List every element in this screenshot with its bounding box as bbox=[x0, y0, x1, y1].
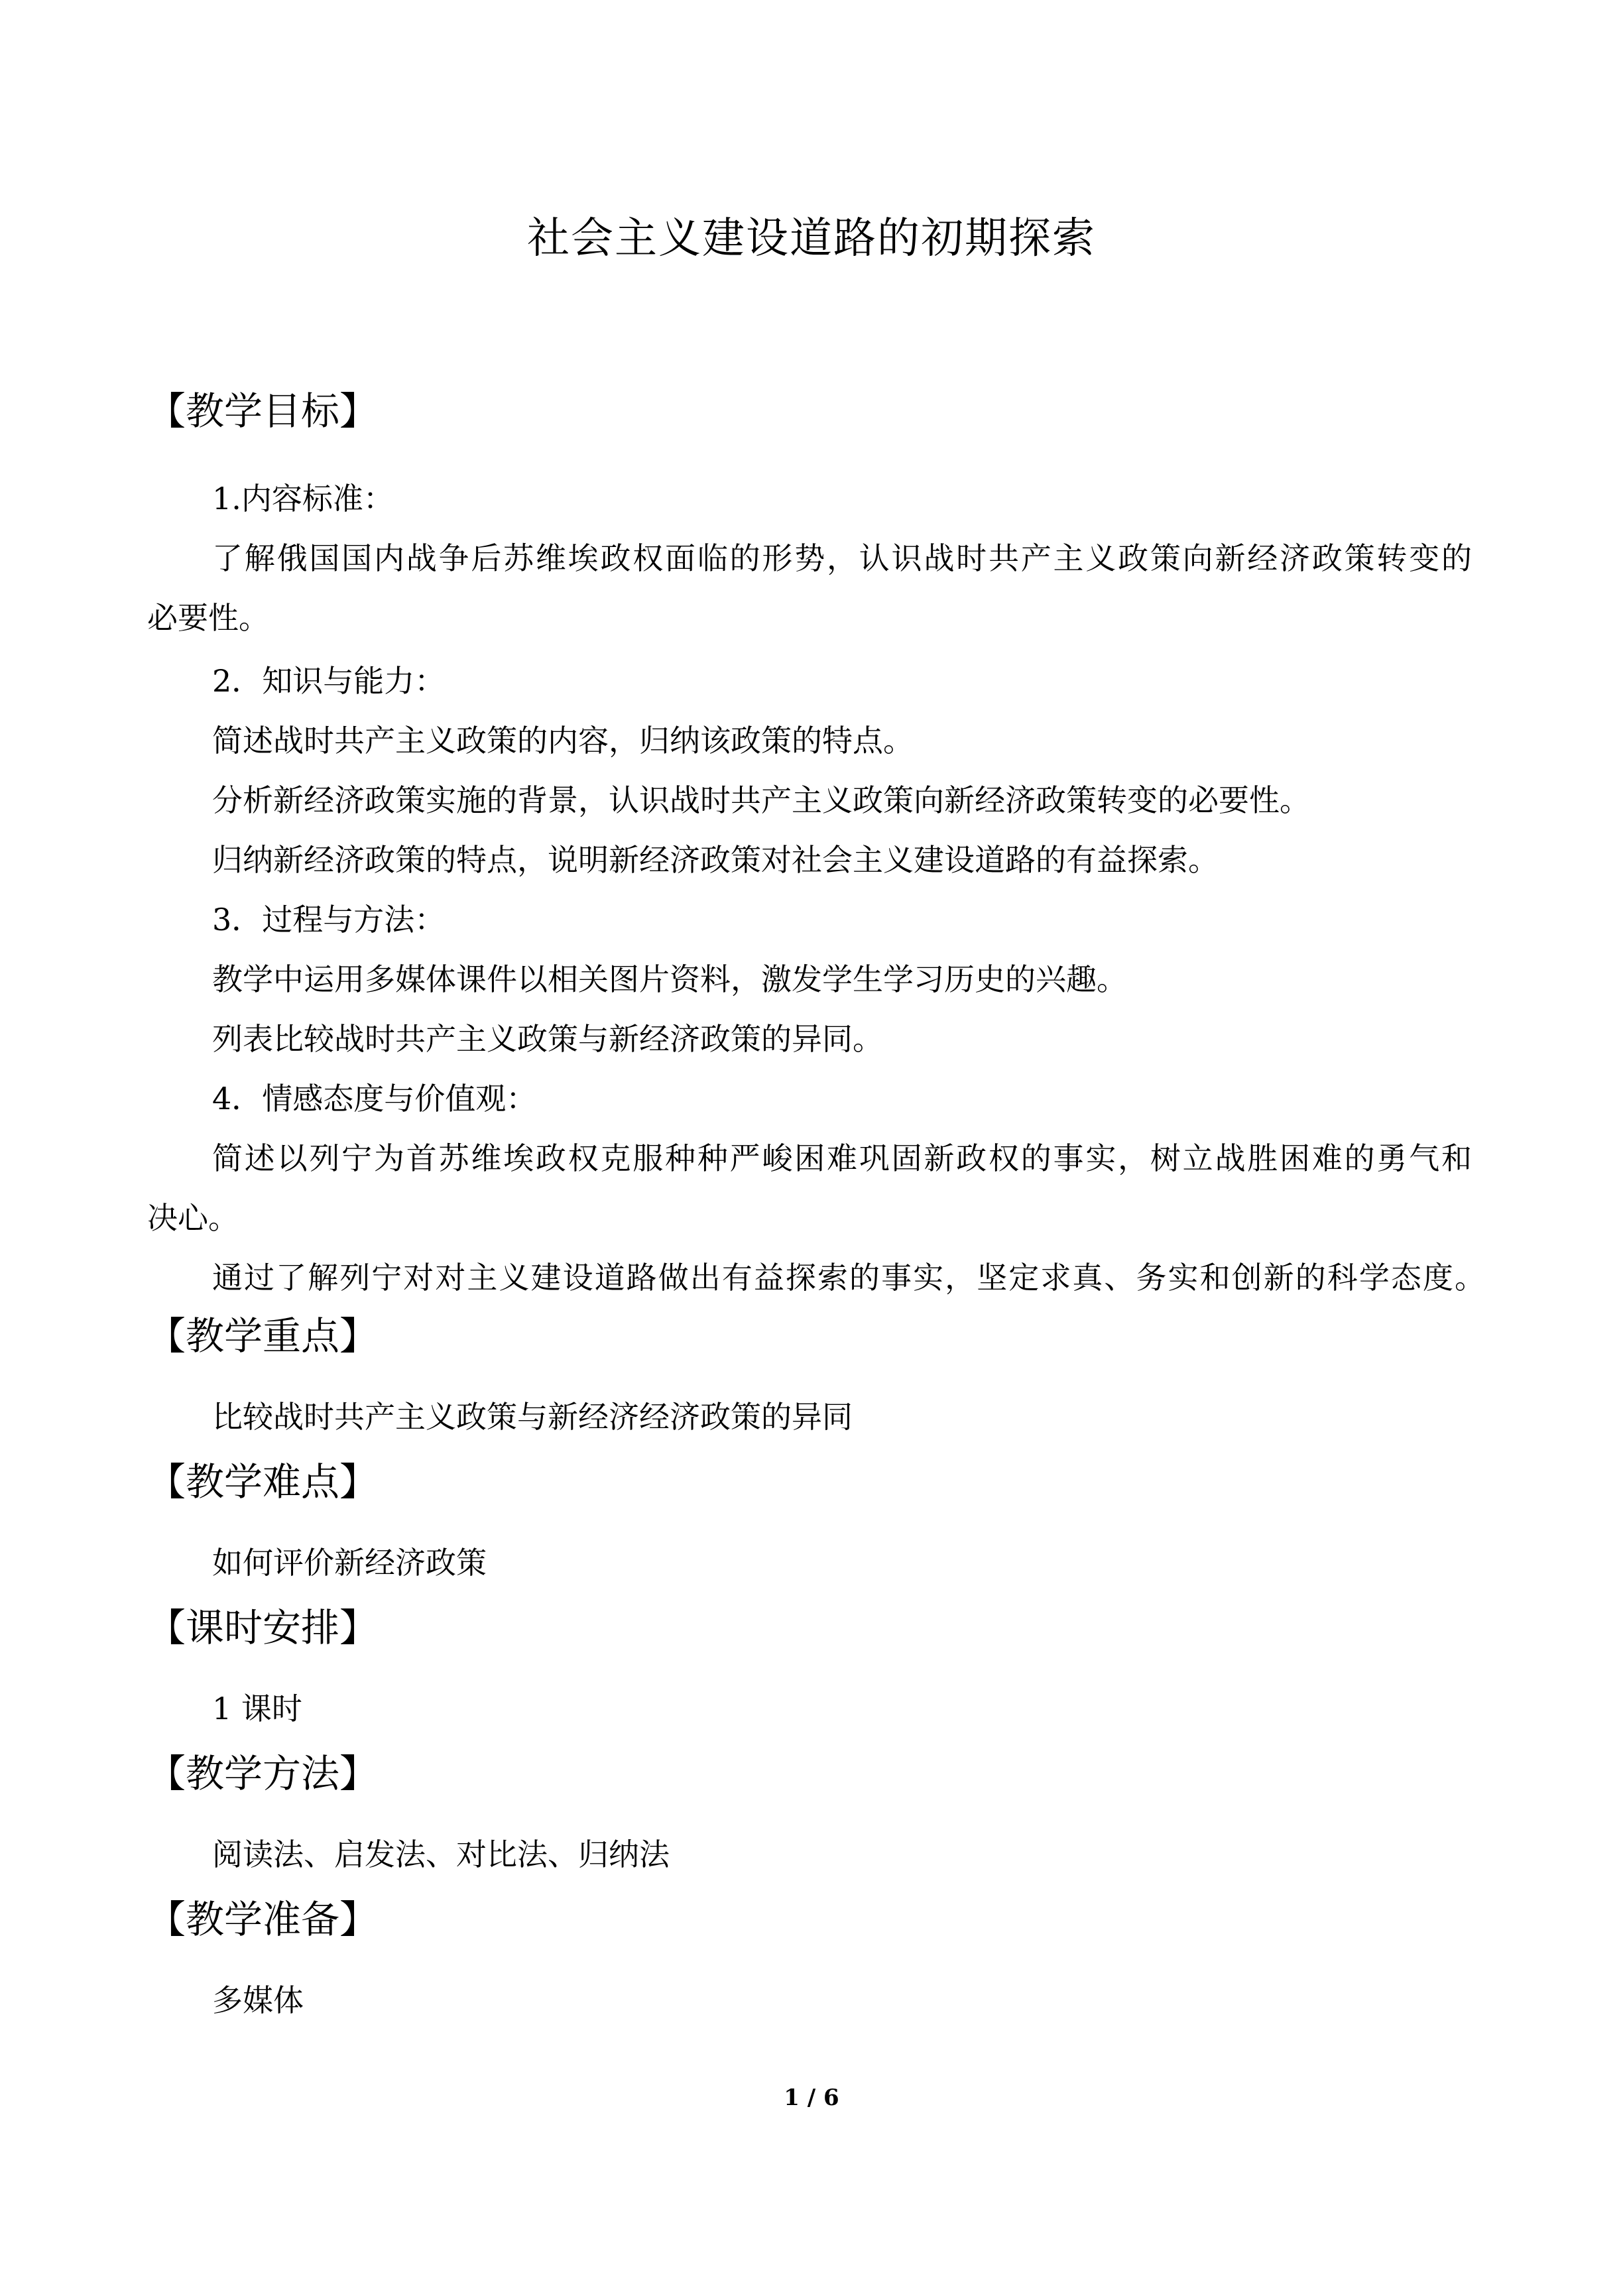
document-title: 社会主义建设道路的初期探索 bbox=[527, 214, 1096, 263]
preparation-text: 多媒体 bbox=[212, 1982, 304, 2018]
key-points-text: 比较战时共产主义政策与新经济经济政策的异同 bbox=[212, 1399, 853, 1435]
process-item: 列表比较战时共产主义政策与新经济政策的异同。 bbox=[212, 1021, 883, 1057]
schedule-text: 1 课时 bbox=[212, 1691, 302, 1726]
knowledge-item: 归纳新经济政策的特点，说明新经济政策对社会主义建设道路的有益探索。 bbox=[212, 842, 1219, 878]
section-heading-key-points: 【教学重点】 bbox=[147, 1313, 379, 1359]
content-standard-text: 了解俄国国内战争后苏维埃政权面临的形势，认识战时共产主义政策向新经济政策转变的 bbox=[212, 540, 1472, 576]
page-number: 1 / 6 bbox=[784, 2085, 839, 2111]
knowledge-item: 分析新经济政策实施的背景，认识战时共产主义政策向新经济政策转变的必要性。 bbox=[212, 782, 1310, 818]
section-heading-methods: 【教学方法】 bbox=[147, 1751, 379, 1796]
section-heading-difficulties: 【教学难点】 bbox=[147, 1459, 379, 1504]
section-heading-preparation: 【教学准备】 bbox=[147, 1897, 379, 1942]
section-heading-schedule: 【课时安排】 bbox=[147, 1605, 379, 1650]
content-standard-label: 1.内容标准： bbox=[212, 481, 394, 516]
emotion-item: 通过了解列宁对对主义建设道路做出有益探索的事实，坚定求真、务实和创新的科学态度。 bbox=[212, 1260, 1485, 1296]
emotion-label: 4．情感态度与价值观： bbox=[212, 1081, 537, 1117]
knowledge-label: 2．知识与能力： bbox=[212, 663, 446, 699]
process-item: 教学中运用多媒体课件以相关图片资料，激发学生学习历史的兴趣。 bbox=[212, 961, 1127, 997]
emotion-item: 简述以列宁为首苏维埃政权克服种种严峻困难巩固新政权的事实，树立战胜困难的勇气和 bbox=[212, 1140, 1472, 1176]
section-heading-objectives: 【教学目标】 bbox=[147, 389, 379, 434]
methods-text: 阅读法、启发法、对比法、归纳法 bbox=[212, 1837, 670, 1872]
content-standard-text-cont: 必要性。 bbox=[147, 600, 269, 636]
knowledge-item: 简述战时共产主义政策的内容，归纳该政策的特点。 bbox=[212, 723, 914, 758]
emotion-item-cont: 决心。 bbox=[147, 1200, 239, 1236]
difficulties-text: 如何评价新经济政策 bbox=[212, 1545, 487, 1581]
process-label: 3．过程与方法： bbox=[212, 902, 446, 937]
